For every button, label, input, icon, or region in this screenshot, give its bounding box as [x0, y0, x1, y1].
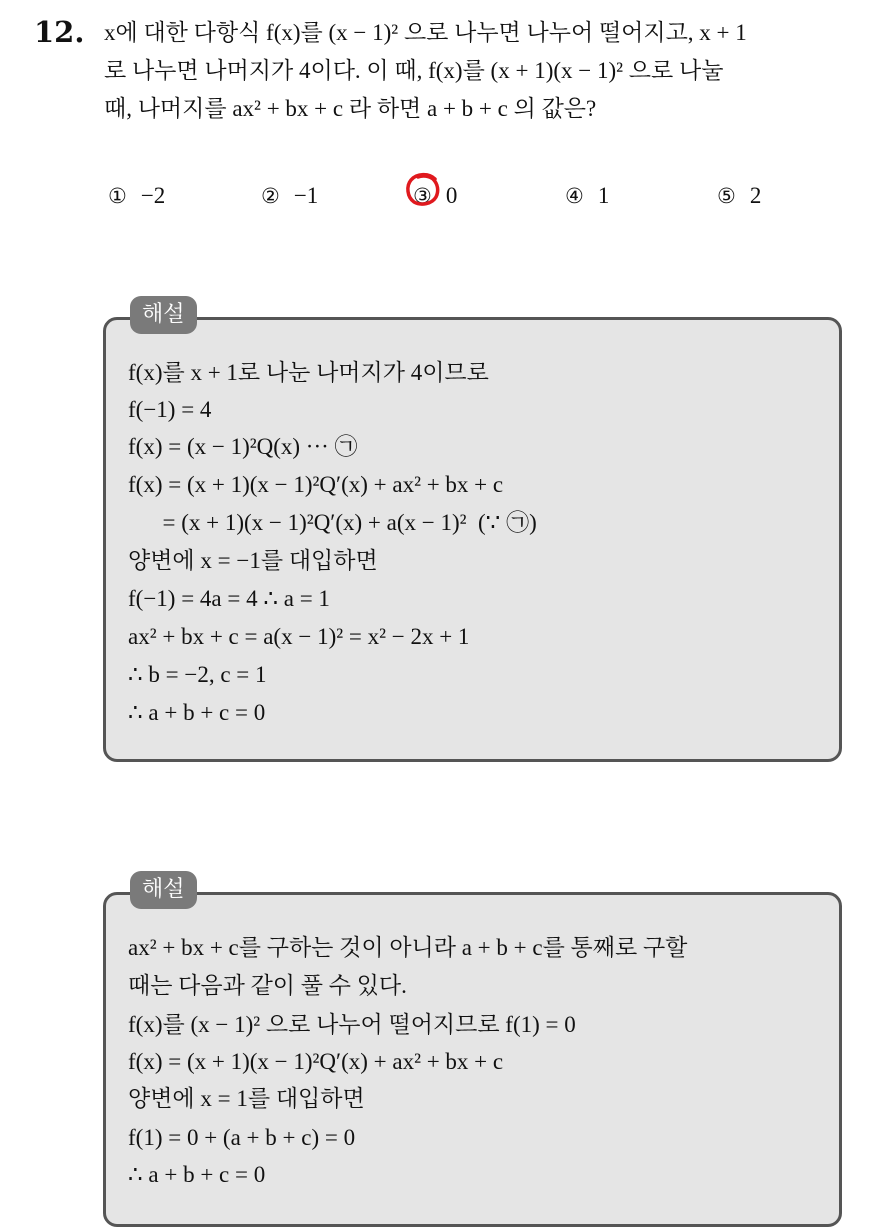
solution-line: f(−1) = 4 — [128, 397, 212, 422]
choice-1[interactable] — [108, 180, 165, 212]
choice-value: −1 — [293, 183, 319, 208]
question-text — [104, 14, 864, 128]
solution-line: 때는 다음과 같이 풀 수 있다. — [128, 973, 407, 998]
choice-number: ② — [261, 184, 280, 208]
solution-line: = (x + 1)(x − 1)²Q′(x) + a(x − 1)² (∵ ㉠) — [128, 510, 537, 535]
choice-value: 1 — [597, 183, 610, 208]
choice-value: 0 — [445, 183, 458, 208]
answer-circle-mark — [405, 171, 441, 207]
solution-line: f(x)를 x + 1로 나눈 나머지가 4이므로 — [128, 360, 489, 385]
solution-line: f(−1) = 4a = 4 ∴ a = 1 — [128, 586, 330, 611]
answer-choices — [108, 180, 868, 216]
solution-line: f(x)를 (x − 1)² 으로 나누어 떨어지므로 f(1) = 0 — [128, 1012, 576, 1037]
choice-number: ④ — [565, 184, 584, 208]
choice-4[interactable] — [565, 180, 609, 212]
choice-2[interactable] — [261, 180, 318, 212]
solution-line: ax² + bx + c = a(x − 1)² = x² − 2x + 1 — [128, 624, 470, 649]
solution-line: f(x) = (x − 1)²Q(x) ··· ㉠ — [128, 434, 358, 459]
choice-value: 2 — [749, 183, 762, 208]
choice-value: −2 — [140, 183, 166, 208]
solution-line: f(x) = (x + 1)(x − 1)²Q′(x) + ax² + bx + c — [128, 472, 504, 497]
choice-number: ① — [108, 184, 127, 208]
question-line: x에 대한 다항식 f(x)를 (x − 1)² 으로 나누면 나누어 떨어지고, x + 1 — [104, 20, 747, 45]
solution-line: ax² + bx + c를 구하는 것이 아니라 a + b + c를 통째로 구할 — [128, 935, 688, 960]
choice-number: ③ — [413, 184, 432, 208]
solution-box — [103, 892, 842, 1227]
solution-tag: 해설 — [130, 296, 197, 334]
solution-line: 양변에 x = 1를 대입하면 — [128, 1086, 365, 1111]
question-line: 때, 나머지를 ax² + bx + c 라 하면 a + b + c 의 값은? — [104, 96, 597, 121]
choice-5[interactable] — [717, 180, 761, 212]
solution-line: ∴ b = −2, c = 1 — [128, 662, 267, 687]
solution-box — [103, 317, 842, 762]
question-line: 로 나누면 나머지가 4이다. 이 때, f(x)를 (x + 1)(x − 1)² 으로 나눌 — [104, 58, 724, 83]
solution-line: 양변에 x = −1를 대입하면 — [128, 548, 378, 573]
solution-line: ∴ a + b + c = 0 — [128, 700, 266, 725]
solution-line: f(1) = 0 + (a + b + c) = 0 — [128, 1125, 356, 1150]
solution-tag: 해설 — [130, 871, 197, 909]
question-number: 12. — [34, 15, 85, 49]
choice-number: ⑤ — [717, 184, 736, 208]
solution-line: f(x) = (x + 1)(x − 1)²Q′(x) + ax² + bx + c — [128, 1049, 504, 1074]
solution-line: ∴ a + b + c = 0 — [128, 1162, 266, 1187]
